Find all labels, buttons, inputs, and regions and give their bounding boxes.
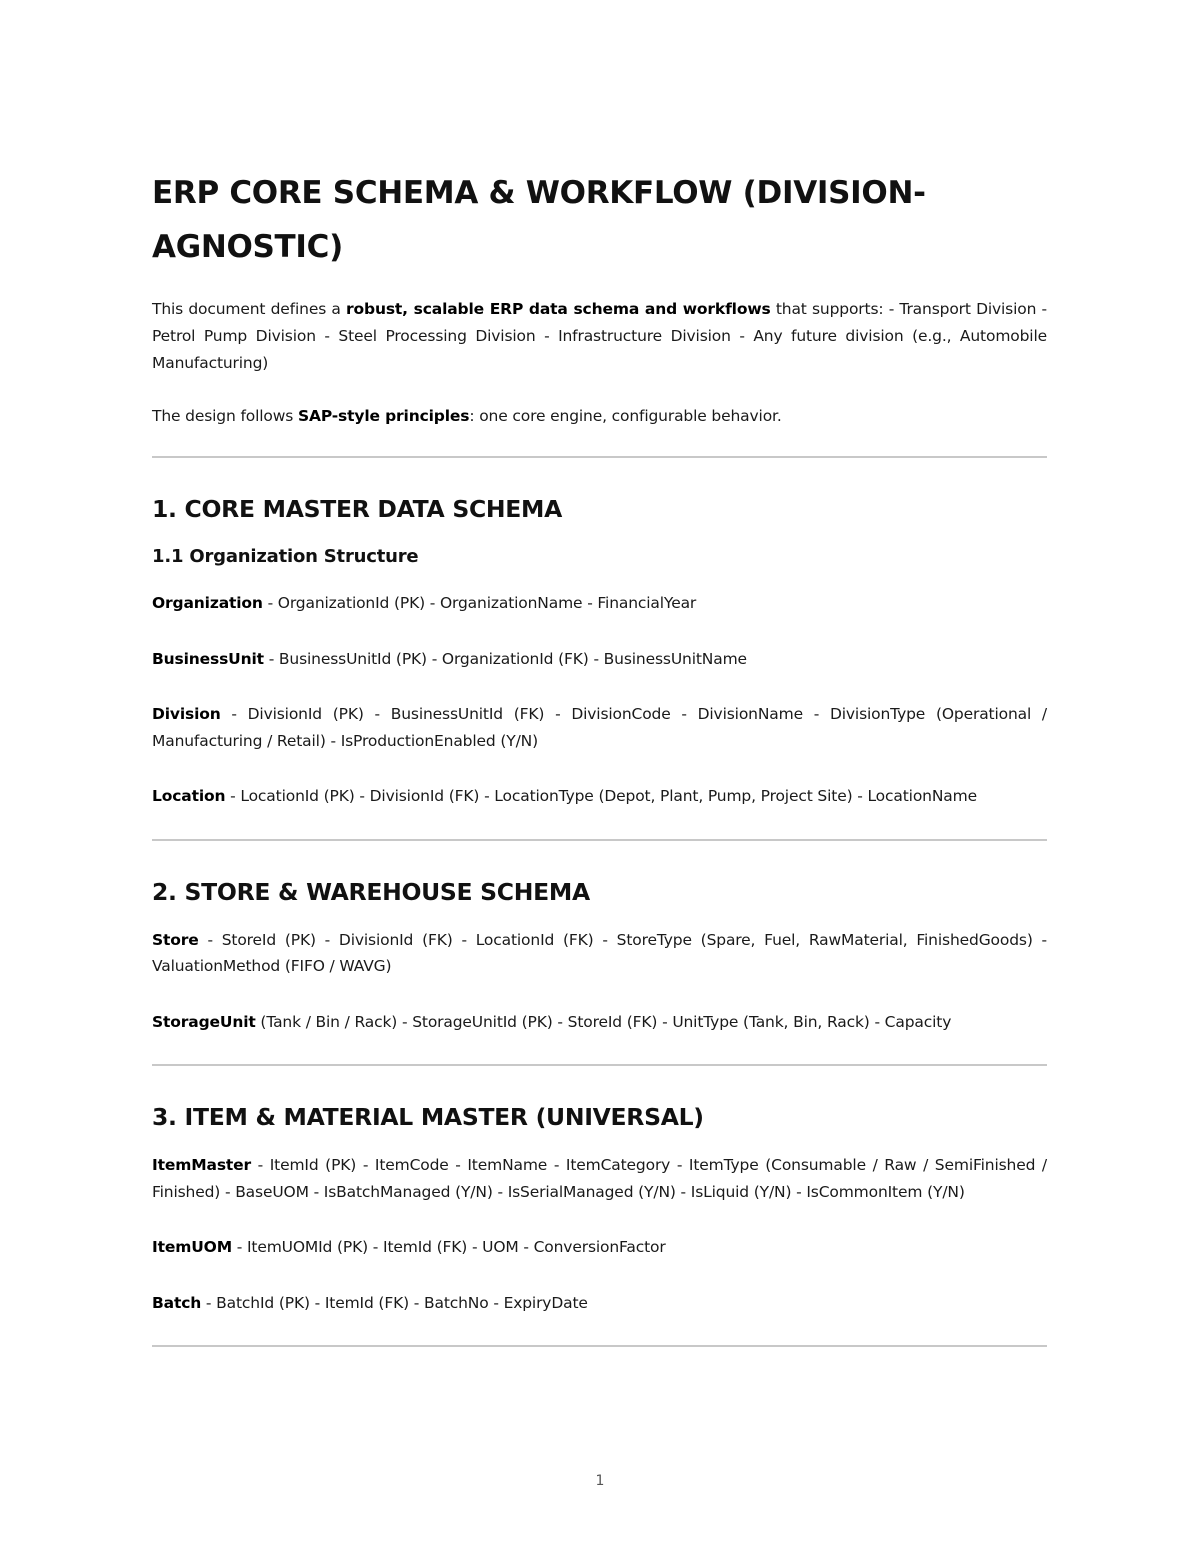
entity-fields: (Tank / Bin / Rack) - StorageUnitId (PK) - StoreId (FK) - UnitType (Tank, Bin, Rack) - Capacity: [255, 1012, 952, 1031]
section-heading: 1. CORE MASTER DATA SCHEMA: [152, 495, 562, 523]
intro-paragraph: [152, 296, 1047, 377]
entity-definition: [152, 1009, 1047, 1036]
page-number: 1: [595, 1473, 605, 1489]
intro-text-start: This document defines a: [152, 300, 347, 318]
entity-name: Location: [152, 787, 226, 805]
entity-name: Store: [152, 930, 199, 949]
entity-definition: [152, 590, 1047, 617]
entity-fields: - ItemUOMId (PK) - ItemId (FK) - UOM - ConversionFactor: [231, 1238, 666, 1256]
design-bold-phrase: SAP-style principles: [297, 407, 470, 425]
document-title: ERP CORE SCHEMA & WORKFLOW (DIVISION-AGNOSTIC): [152, 175, 926, 265]
entity-fields: - StoreId (PK) - DivisionId (FK) - LocationId (FK) - StoreType (Spare, Fuel, RawMaterial, FinishedGoods) - ValuationMethod (FIFO / WAVG): [152, 930, 1047, 975]
section-heading: 3. ITEM & MATERIAL MASTER (UNIVERSAL): [152, 1103, 704, 1131]
entity-name: Batch: [152, 1293, 202, 1312]
entity-name: Organization: [152, 594, 263, 612]
design-text-end: : one core engine, configurable behavior.: [469, 407, 782, 425]
entity-definition: [152, 783, 1047, 810]
entity-fields: - DivisionId (PK) - BusinessUnitId (FK) - DivisionCode - DivisionName - DivisionType (Operational / Manufacturing / Retail) - IsProductionEnabled (Y/N): [152, 705, 1047, 750]
entity-fields: - OrganizationId (PK) - OrganizationName - FinancialYear: [262, 594, 697, 612]
entity-definition: [152, 646, 1047, 673]
document-page: [152, 166, 1047, 1383]
section-divider: [152, 1345, 1047, 1347]
entity-fields: - ItemId (PK) - ItemCode - ItemName - ItemCategory - ItemType (Consumable / Raw / SemiFinished / Finished) - BaseUOM - IsBatchManaged (Y/N) - IsSerialManaged (Y/N) - IsLiquid (Y/N) - IsCommonItem (Y/N): [152, 1156, 1047, 1201]
design-paragraph: [152, 403, 1047, 430]
entity-name: BusinessUnit: [152, 649, 264, 668]
intro-text-end: that supports: - Transport Division - Petrol Pump Division - Steel Processing Division - Infrastructure Division - Any future division (e.g., Automobile Manufacturing): [152, 300, 1047, 372]
entity-definition: [152, 1234, 1047, 1261]
subsection-heading: 1.1 Organization Structure: [152, 546, 419, 567]
section-heading: 2. STORE & WAREHOUSE SCHEMA: [152, 877, 590, 906]
entity-definition: [152, 1152, 1047, 1205]
entity-fields: - BatchId (PK) - ItemId (FK) - BatchNo - ExpiryDate: [201, 1293, 588, 1312]
entity-name: Division: [152, 705, 221, 723]
design-text-start: The design follows: [152, 407, 298, 425]
entity-definition: [152, 927, 1047, 980]
entity-definition: [152, 1290, 1047, 1317]
section-divider: [152, 456, 1047, 458]
entity-fields: - LocationId (PK) - DivisionId (FK) - LocationType (Depot, Plant, Pump, Project Site) - LocationName: [225, 787, 977, 805]
section-divider: [152, 839, 1047, 841]
entity-name: StorageUnit: [152, 1012, 256, 1031]
entity-fields: - BusinessUnitId (PK) - OrganizationId (FK) - BusinessUnitName: [263, 649, 747, 668]
intro-bold-phrase: robust, scalable ERP data schema and workflows: [346, 300, 771, 318]
entity-definition: [152, 701, 1047, 754]
entity-name: ItemMaster: [152, 1156, 252, 1174]
section-divider: [152, 1064, 1047, 1066]
entity-name: ItemUOM: [152, 1238, 232, 1256]
